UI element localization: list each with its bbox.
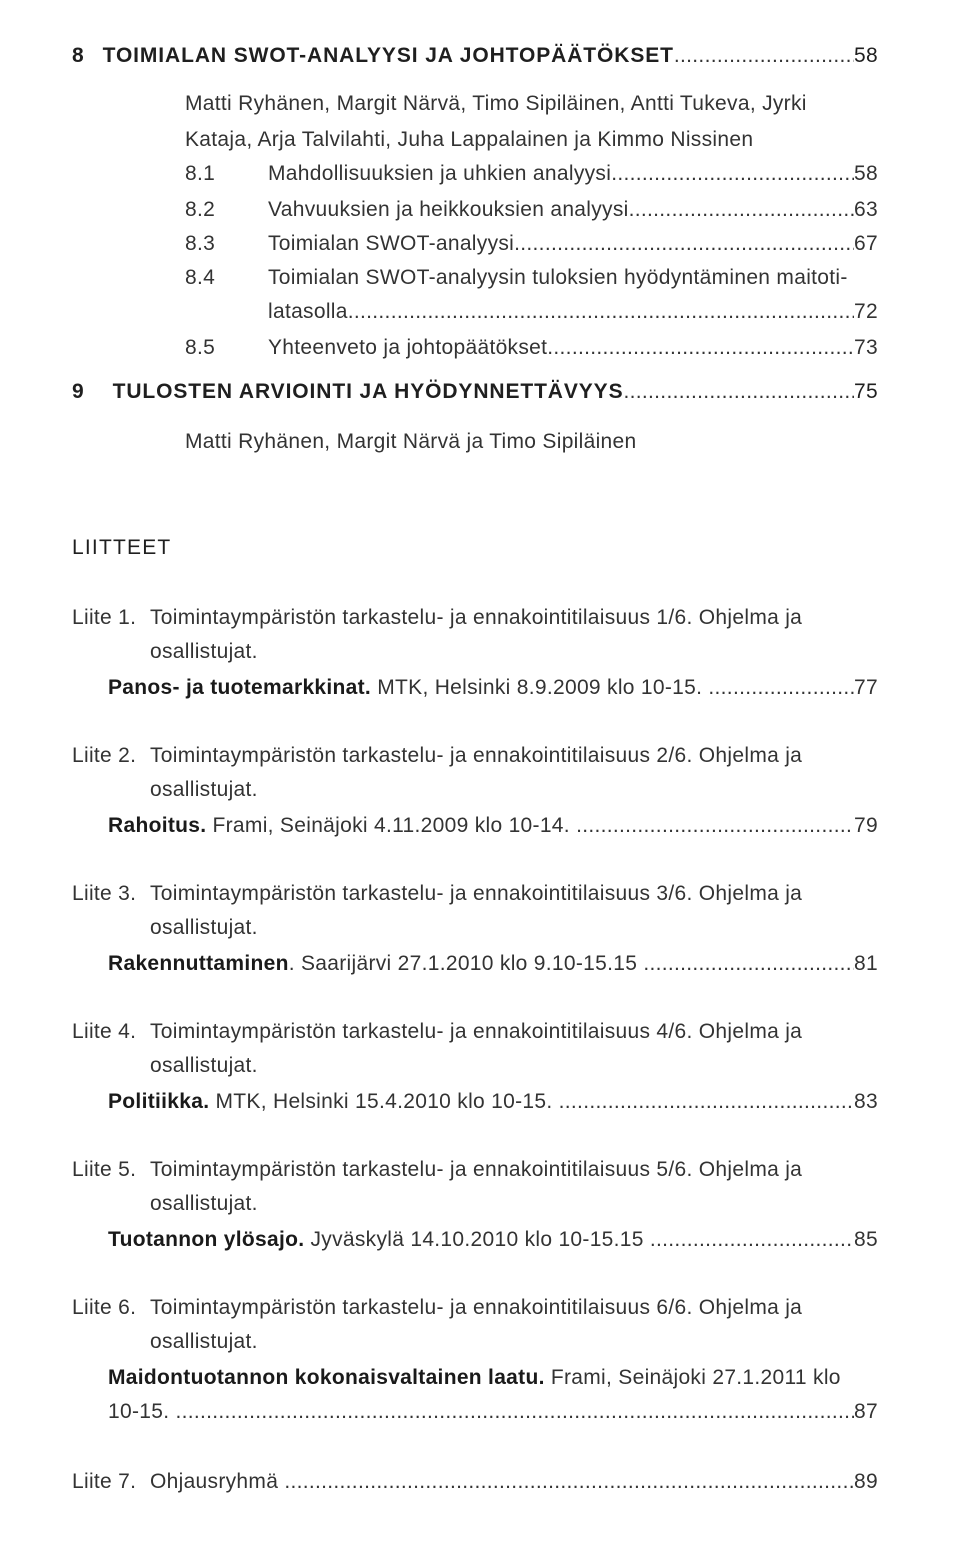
section-title: Yhteenveto ja johtopäätökset <box>268 336 548 359</box>
dot-leader <box>674 42 854 70</box>
appendix-title[interactable]: Toimintaympäristön tarkastelu- ja ennakointitilaisuus 2/6. Ohjelma ja <box>150 744 803 767</box>
appendix-title-continued: osallistujat. <box>150 916 258 939</box>
page-number: 73 <box>854 336 878 359</box>
page-number: 58 <box>854 44 878 67</box>
dot-leader <box>284 1468 854 1496</box>
appendix-theme: Panos- ja tuotemarkkinat. <box>108 676 372 699</box>
page-number: 85 <box>854 1228 878 1251</box>
appendix-title-continued: osallistujat. <box>150 1054 258 1077</box>
appendix-theme: Politiikka. <box>108 1090 210 1113</box>
page-number: 72 <box>854 300 878 323</box>
appendix-label: Liite 7. <box>72 1470 137 1493</box>
toc-entry-chapter-9[interactable] <box>72 378 878 406</box>
appendix-label: Liite 2. <box>72 744 137 767</box>
toc-entry-chapter-8[interactable] <box>72 42 878 70</box>
appendix-label: Liite 6. <box>72 1296 137 1319</box>
page-number: 58 <box>854 162 878 185</box>
chapter-title: TULOSTEN ARVIOINTI JA HYÖDYNNETTÄVYYS <box>112 380 624 403</box>
appendix-details: . Saarijärvi 27.1.2010 klo 9.10-15.15 <box>288 952 644 975</box>
appendix-details-continued: 10-15. <box>108 1400 176 1423</box>
section-number: 8.3 <box>185 232 216 255</box>
page-number: 75 <box>854 380 878 403</box>
chapter-authors: Kataja, Arja Talvilahti, Juha Lappalainen ja Kimmo Nissinen <box>185 128 754 151</box>
section-title: Vahvuuksien ja heikkouksien analyysi <box>268 198 629 221</box>
toc-entry-appendix-line[interactable] <box>108 1364 841 1392</box>
section-title: Toimialan SWOT-analyysi <box>268 232 515 255</box>
appendix-title-continued: osallistujat. <box>150 1192 258 1215</box>
dot-leader <box>650 1226 854 1254</box>
appendix-title[interactable]: Toimintaympäristön tarkastelu- ja ennakointitilaisuus 4/6. Ohjelma ja <box>150 1020 803 1043</box>
appendix-label: Liite 1. <box>72 606 137 629</box>
page-number: 67 <box>854 232 878 255</box>
dot-leader <box>547 334 854 362</box>
page-number: 63 <box>854 198 878 221</box>
toc-entry-section[interactable] <box>268 160 878 188</box>
section-title: Mahdollisuuksien ja uhkien analyysi <box>268 162 612 185</box>
appendix-title-continued: osallistujat. <box>150 640 258 663</box>
dot-leader <box>514 230 854 258</box>
chapter-number: 9 <box>72 380 85 403</box>
dot-leader <box>175 1398 854 1426</box>
page-number: 77 <box>854 676 878 699</box>
appendix-title-continued: osallistujat. <box>150 778 258 801</box>
appendix-details: MTK, Helsinki 15.4.2010 klo 10-15. <box>209 1090 559 1113</box>
appendix-theme: Maidontuotannon kokonaisvaltainen laatu. <box>108 1366 545 1389</box>
toc-entry-section[interactable] <box>268 196 878 224</box>
appendix-title[interactable]: Toimintaympäristön tarkastelu- ja ennakointitilaisuus 1/6. Ohjelma ja <box>150 606 803 629</box>
chapter-title: TOIMIALAN SWOT-ANALYYSI JA JOHTOPÄÄTÖKSET <box>102 44 674 67</box>
page-number: 89 <box>854 1470 878 1493</box>
appendix-title: Ohjausryhmä <box>150 1470 285 1493</box>
dot-leader <box>576 812 854 840</box>
page-number: 79 <box>854 814 878 837</box>
toc-entry-appendix[interactable] <box>108 1226 878 1254</box>
page-number: 81 <box>854 952 878 975</box>
dot-leader <box>559 1088 854 1116</box>
dot-leader <box>708 674 854 702</box>
page-number: 83 <box>854 1090 878 1113</box>
section-title[interactable]: Toimialan SWOT-analyysin tuloksien hyödyntäminen maitoti- <box>268 266 848 289</box>
chapter-authors: Matti Ryhänen, Margit Närvä, Timo Sipiläinen, Antti Tukeva, Jyrki <box>185 92 807 115</box>
appendices-heading: LIITTEET <box>72 536 172 559</box>
dot-leader <box>629 196 854 224</box>
toc-entry-section[interactable] <box>268 298 878 326</box>
toc-entry-section[interactable] <box>268 230 878 258</box>
appendix-title[interactable]: Toimintaympäristön tarkastelu- ja ennakointitilaisuus 6/6. Ohjelma ja <box>150 1296 803 1319</box>
toc-entry-appendix[interactable] <box>150 1468 878 1496</box>
section-number: 8.1 <box>185 162 216 185</box>
appendix-label: Liite 3. <box>72 882 137 905</box>
section-number: 8.5 <box>185 336 216 359</box>
appendix-label: Liite 5. <box>72 1158 137 1181</box>
dot-leader <box>643 950 854 978</box>
section-number: 8.2 <box>185 198 216 221</box>
toc-entry-appendix[interactable] <box>108 1398 878 1426</box>
section-title-continued: latasolla <box>268 300 348 323</box>
appendix-label: Liite 4. <box>72 1020 137 1043</box>
appendix-title[interactable]: Toimintaympäristön tarkastelu- ja ennakointitilaisuus 3/6. Ohjelma ja <box>150 882 803 905</box>
section-number: 8.4 <box>185 266 216 289</box>
appendix-details: Jyväskylä 14.10.2010 klo 10-15.15 <box>304 1228 650 1251</box>
appendix-details: Frami, Seinäjoki 4.11.2009 klo 10-14. <box>206 814 577 837</box>
appendix-theme: Tuotannon ylösajo. <box>108 1228 305 1251</box>
appendix-details: Frami, Seinäjoki 27.1.2011 klo <box>544 1366 841 1389</box>
appendix-title[interactable]: Toimintaympäristön tarkastelu- ja ennakointitilaisuus 5/6. Ohjelma ja <box>150 1158 803 1181</box>
toc-entry-appendix[interactable] <box>108 674 878 702</box>
page-number: 87 <box>854 1400 878 1423</box>
toc-entry-appendix[interactable] <box>108 950 878 978</box>
dot-leader <box>611 160 854 188</box>
dot-leader <box>624 378 855 406</box>
appendix-details: MTK, Helsinki 8.9.2009 klo 10-15. <box>371 676 709 699</box>
chapter-number: 8 <box>72 44 85 67</box>
appendix-title-continued: osallistujat. <box>150 1330 258 1353</box>
toc-entry-appendix[interactable] <box>108 812 878 840</box>
dot-leader <box>348 298 854 326</box>
chapter-authors: Matti Ryhänen, Margit Närvä ja Timo Sipiläinen <box>185 430 637 453</box>
toc-entry-appendix[interactable] <box>108 1088 878 1116</box>
toc-entry-section[interactable] <box>268 334 878 362</box>
appendix-theme: Rahoitus. <box>108 814 207 837</box>
appendix-theme: Rakennuttaminen <box>108 952 289 975</box>
